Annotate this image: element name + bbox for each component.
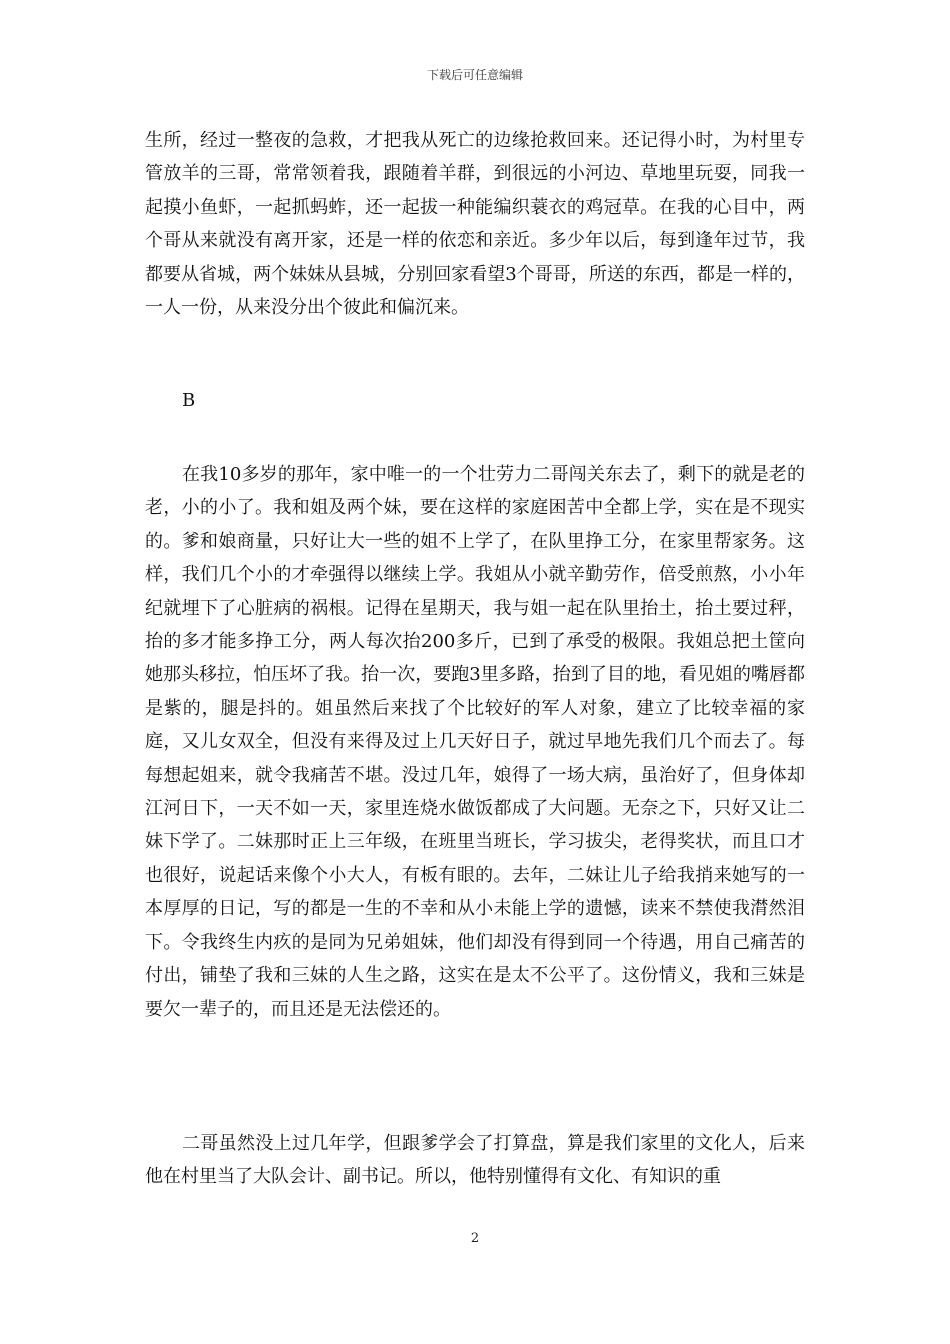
body-paragraph-2: 在我10多岁的那年，家中唯一的一个壮劳力二哥闯关东去了，剩下的就是老的老，小的小了。我和姐及两个妹，要在这样的家庭困苦中全都上学，实在是不现实的。爹和娘商量，只好让大一些的姐不上学了，在队里挣工分，在家里帮家务。这样，我们几个小的才牵强得以继续上学。我姐从小就辛勤劳作，倍受煎熬，小小年纪就埋下了心脏病的祸根。记得在星期天，我与姐一起在队里抬土，抬土要过秤，抬的多才能多挣工分，两人每次抬200多斤，已到了承受的极限。我姐总把土筐向她那头移拉，怕压坏了我。抬一次，要跑3里多路，抬到了目的地，看见姐的嘴唇都是紫的，腿是抖的。姐虽然后来找了个比较好的军人对象，建立了比较幸福的家庭，又儿女双全，但没有来得及过上几天好日子，就过早地先我们几个而去了。每每想起姐来，就令我痛苦不堪。没过几年，娘得了一场大病，虽治好了，但身体却江河日下，一天不如一天，家里连烧水做饭都成了大问题。无奈之下，只好又让二妹下学了。二妹那时正上三年级，在班里当班长，学习拔尖，老得奖状，而且口才也很好，说起话来像个小大人，有板有眼的。去年，二妹让儿子给我捎来她写的一本厚厚的日记，写的都是一生的不幸和从小未能上学的遗憾，读来不禁使我潸然泪下。令我终生内疚的是同为兄弟姐妹，他们却没有得到同一个待遇，用自己痛苦的付出，铺垫了我和三妹的人生之路，这实在是太不公平了。这份情义，我和三妹是要欠一辈子的，而且还是无法偿还的。 (145, 464, 805, 1020)
body-paragraph-3: 二哥虽然没上过几年学，但跟爹学会了打算盘，算是我们家里的文化人，后来他在村里当了大队会计、副书记。所以，他特别懂得有文化、有知识的重 (145, 1133, 805, 1188)
page-header-note: 下载后可任意编辑 (426, 68, 523, 82)
body-paragraph-1: 生所，经过一整夜的急救，才把我从死亡的边缘抢救回来。还记得小时，为村里专管放羊的三哥，常常领着我，跟随着羊群，到很远的小河边、草地里玩耍，同我一起摸小鱼虾，一起抓蚂蚱，还一起拔一种能编织蓑衣的鸡冠草。在我的心目中，两个哥从来就没有离开家，还是一样的依恋和亲近。多少年以后，每到逢年过节，我都要从省城，两个妹妹从县城，分别回家看望3个哥哥，所送的东西，都是一样的，一人一份，从来没分出个彼此和偏沉来。 (145, 130, 805, 319)
page-number: 2 (470, 1231, 480, 1246)
section-label: B (182, 390, 196, 411)
